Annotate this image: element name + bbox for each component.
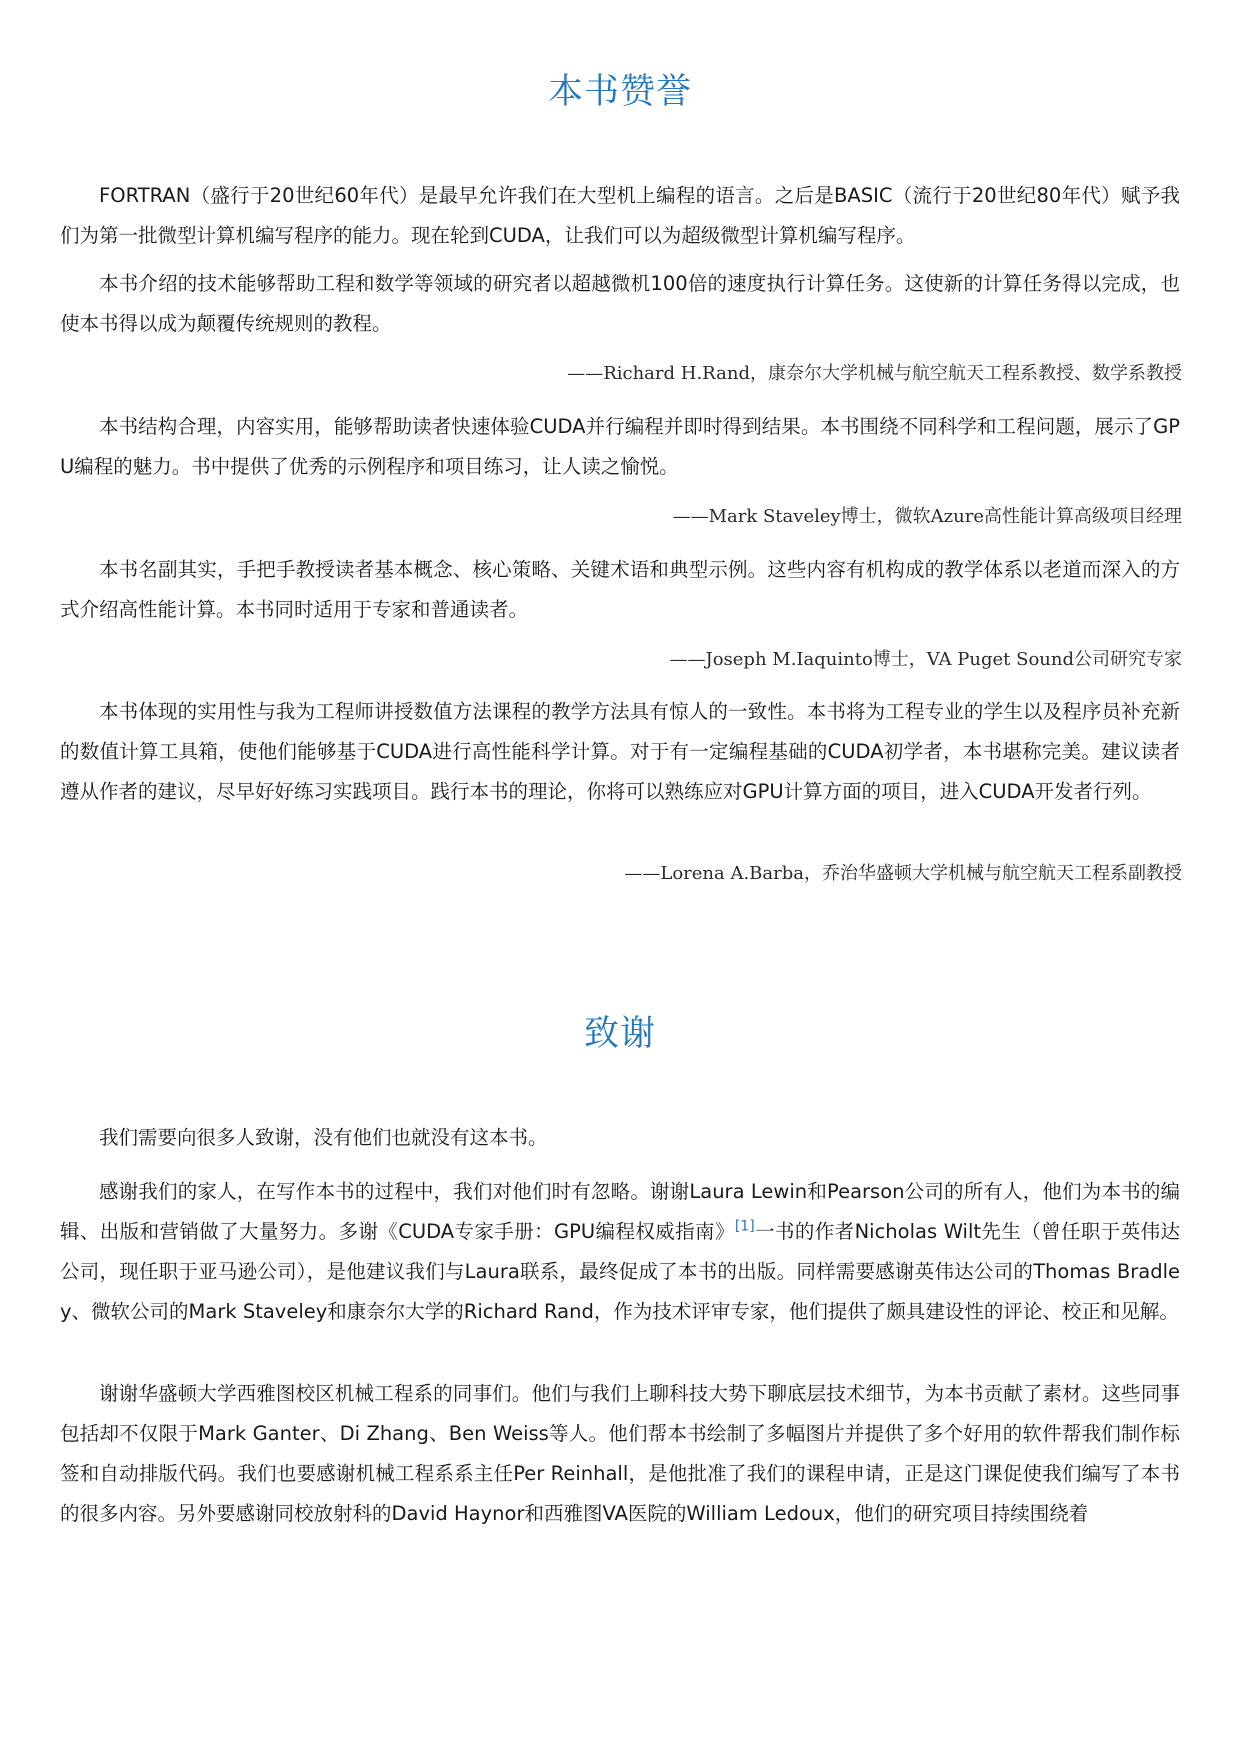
praise-paragraph-2: 本书介绍的技术能够帮助工程和数学等领域的研究者以超越微机100倍的速度执行计算任务。这使新的计算任务得以完成，也使本书得以成为颠覆传统规则的教程。 bbox=[60, 272, 1180, 335]
thanks-paragraph-1: 我们需要向很多人致谢，没有他们也就没有这本书。 bbox=[99, 1126, 548, 1149]
praise-paragraph-3: 本书结构合理，内容实用，能够帮助读者快速体验CUDA并行编程并即时得到结果。本书围绕不同科学和工程问题，展示了GPU编程的魅力。书中提供了优秀的示例程序和项目练习，让人读之愉悦。 bbox=[60, 415, 1180, 478]
thanks-title: 致谢 bbox=[583, 1014, 656, 1054]
praise-paragraph-1: FORTRAN（盛行于20世纪60年代）是最早允许我们在大型机上编程的语言。之后是BASIC（流行于20世纪80年代）赋予我们为第一批微型计算机编写程序的能力。现在轮到CUDA，让我们可以为超级微型计算机编写程序。 bbox=[60, 184, 1180, 247]
praise-attribution-4: ——Lorena A.Barba，乔治华盛顿大学机械与航空航天工程系副教授 bbox=[624, 863, 1182, 884]
praise-paragraph-5: 本书体现的实用性与我为工程师讲授数值方法课程的教学方法具有惊人的一致性。本书将为工程专业的学生以及程序员补充新的数值计算工具箱，使他们能够基于CUDA进行高性能科学计算。对于有一定编程基础的CUDA初学者，本书堪称完美。建议读者遵从作者的建议，尽早好好练习实践项目。践行本书的理论，你将可以熟练应对GPU计算方面的项目，进入CUDA开发者行列。 bbox=[60, 700, 1180, 803]
praise-attribution-2: ——Mark Staveley博士，微软Azure高性能计算高级项目经理 bbox=[672, 506, 1182, 527]
praise-attribution-3: ——Joseph M.Iaquinto博士，VA Puget Sound公司研究专家 bbox=[669, 649, 1182, 670]
thanks-paragraph-3: 谢谢华盛顿大学西雅图校区机械工程系的同事们。他们与我们上聊科技大势下聊底层技术细节，为本书贡献了素材。这些同事包括却不仅限于Mark Ganter、Di Zhang、Ben Weiss等人。他们帮本书绘制了多幅图片并提供了多个好用的软件帮我们制作标签和自动排版代码。我们也要感谢机械工程系系主任Per Reinhall，是他批准了我们的课程申请，正是这门课促使我们编写了本书的很多内容。另外要感谢同校放射科的David Haynor和西雅图VA医院的William Ledoux，他们的研究项目持续围绕着 bbox=[60, 1382, 1180, 1525]
thanks-paragraph-2 bbox=[60, 1172, 1180, 1332]
thanks-paragraph-2-text-b: 一书的作者Nicholas Wilt先生（曾任职于英伟达公司，现任职于亚马逊公司），是他建议我们与Laura联系，最终促成了本书的出版。同样需要感谢英伟达公司的Thomas Bradley、微软公司的Mark Staveley和康奈尔大学的Richard Rand，作为技术评审专家，他们提供了颇具建设性的评论、校正和见解。 bbox=[60, 1220, 1181, 1323]
footnote-reference-link[interactable]: [1] bbox=[734, 1218, 755, 1235]
praise-title: 本书赞誉 bbox=[547, 72, 692, 112]
thanks-paragraph-2-text-a: 感谢我们的家人，在写作本书的过程中，我们对他们时有忽略。谢谢Laura Lewin和Pearson公司的所有人，他们为本书的编辑、出版和营销做了大量努力。多谢《CUDA专家手册：GPU编程权威指南》 bbox=[60, 1180, 1180, 1243]
praise-paragraph-4: 本书名副其实，手把手教授读者基本概念、核心策略、关键术语和典型示例。这些内容有机构成的教学体系以老道而深入的方式介绍高性能计算。本书同时适用于专家和普通读者。 bbox=[60, 558, 1180, 621]
praise-attribution-1: ——Richard H.Rand，康奈尔大学机械与航空航天工程系教授、数学系教授 bbox=[567, 363, 1182, 384]
